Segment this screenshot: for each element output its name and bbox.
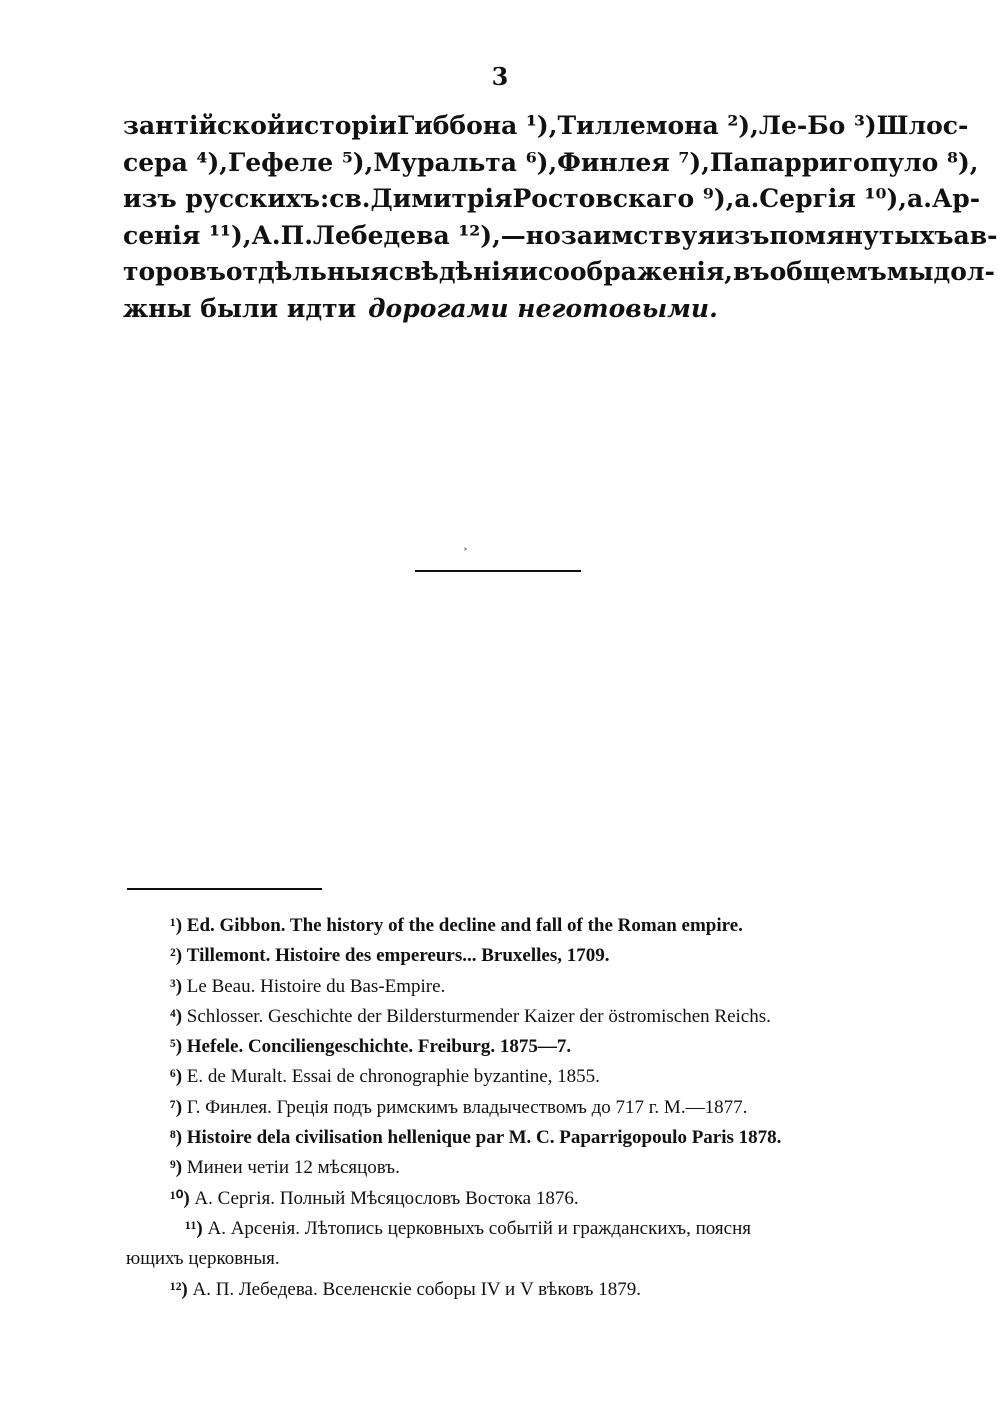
footnote-text: Histoire dela civilisation hellenique par M. C. Paparrigopoulo Paris 1878. [186, 1127, 782, 1149]
paragraph-line-5 [123, 254, 995, 291]
word: зантійской [123, 111, 286, 140]
word: изъ [715, 220, 770, 250]
word: и [519, 257, 538, 286]
footnote-4 [170, 1002, 885, 1032]
word: соображенія, [537, 257, 733, 286]
paragraph-line-6 [123, 291, 873, 328]
word: П. [280, 220, 313, 250]
footnote-8 [170, 1123, 885, 1153]
footnote-text: Hefele. Conciliengeschichte. Freiburg. 1875—7. [186, 1036, 572, 1058]
footnote-text: А. Арсенія. Лѣтопись церковныхъ событій и гражданскихъ, поясня [207, 1217, 751, 1239]
footnote-7 [170, 1093, 885, 1123]
footnote-marker: ⁶) [170, 1066, 183, 1088]
word: дол- [933, 257, 995, 286]
footnote-text: А. Сергія. Полный Мѣсяцословъ Востока 1876. [194, 1187, 579, 1209]
footnotes [126, 911, 885, 1305]
word: торовъ [123, 257, 226, 286]
footnote-12 [170, 1275, 885, 1305]
footnote-marker: ¹⁰) [170, 1187, 190, 1209]
footnote-marker: ¹) [170, 915, 183, 936]
footnote-text: Ed. Gibbon. The history of the decline and fall of the Roman empire. [186, 915, 743, 936]
footnote-11-continuation [126, 1244, 885, 1274]
footnote-marker: ⁹) [170, 1157, 183, 1179]
footnote-10 [170, 1184, 885, 1214]
footnote-6 [170, 1062, 885, 1092]
footnote-text: Г. Финлея. Греція подъ римскимъ владычествомъ до 717 г. М.—1877. [186, 1096, 748, 1118]
footnote-text: А. П. Лебедева. Вселенскіе соборы IV и V вѣковъ 1879. [192, 1278, 641, 1300]
word: Ар- [931, 184, 981, 213]
word: заимствуя [560, 220, 716, 250]
word: сера ⁴), [123, 147, 228, 177]
word: Гиббона ¹), [396, 111, 558, 140]
footnote-marker: ¹¹) [185, 1217, 203, 1239]
page-number: 3 [491, 62, 509, 91]
word: помянутыхъ [769, 220, 954, 250]
footnote-5 [170, 1032, 885, 1062]
word: изъ русскихъ: [123, 184, 330, 213]
footnote-text: Минеи четіи 12 мѣсяцовъ. [186, 1157, 400, 1179]
word: А. [251, 220, 281, 250]
footnote-text: Schlosser. Geschichte der Bildersturmender Kaizer der östromischen Reichs. [186, 1005, 771, 1027]
footnote-separator [127, 888, 322, 890]
paragraph-line-3 [123, 181, 981, 218]
word: Муральта ⁶), [373, 147, 558, 177]
footnote-marker: ⁷) [170, 1096, 183, 1118]
word: свѣдѣнія [388, 257, 520, 286]
word: а. [907, 184, 932, 213]
emphasized-text: дорогами неготовыми. [368, 293, 718, 323]
word: въ [733, 257, 770, 286]
footnote-3 [170, 972, 885, 1002]
word: Сергія ¹⁰), [759, 184, 907, 213]
footnote-text: Le Beau. Histoire du Bas-Empire. [186, 975, 446, 997]
word: Папарригопуло ⁸), [709, 147, 979, 177]
footnote-2 [170, 941, 885, 971]
word: Ле-Бо ³) [758, 111, 877, 140]
footnote-text: Tillemont. Histoire des empereurs... Bruxelles, 1709. [186, 945, 610, 967]
footnote-marker: ⁴) [170, 1005, 183, 1027]
word: Гефеле ⁵), [228, 147, 374, 177]
word: исторіи [285, 111, 397, 140]
section-divider [415, 570, 581, 572]
word: св. [329, 184, 371, 213]
word: Лебедева ¹²),—но [312, 220, 561, 250]
footnote-marker: ¹²) [170, 1278, 188, 1300]
footnote-marker: ³) [170, 975, 183, 997]
paragraph-line-1 [123, 108, 969, 145]
footnote-text: E. de Muralt. Essai de chronographie byzantine, 1855. [186, 1066, 600, 1088]
footnote-1 [170, 911, 885, 941]
word: а. [734, 184, 760, 213]
word: Димитрія [370, 184, 513, 213]
footnote-9 [170, 1153, 885, 1183]
footnote-marker: ²) [170, 945, 183, 967]
main-paragraph [123, 108, 998, 327]
word: Тиллемона ²), [557, 111, 759, 140]
plain-text: жны были идти [123, 293, 357, 323]
word: отдѣльныя [225, 257, 389, 286]
word: сенія ¹¹), [123, 220, 252, 250]
paragraph-line-4 [123, 218, 998, 255]
word: Финлея ⁷), [557, 147, 710, 177]
word: Шлос- [876, 111, 969, 140]
divider-ornament-icon: ˃ [463, 548, 468, 559]
paragraph-line-2 [123, 145, 979, 182]
word: ав- [953, 220, 998, 250]
footnote-11 [170, 1214, 885, 1244]
word: мы [886, 257, 934, 286]
footnote-marker: ⁸) [170, 1127, 183, 1149]
word: общемъ [769, 257, 887, 286]
footnote-marker: ⁵) [170, 1036, 183, 1058]
footnote-text: ющихъ церковныя. [126, 1248, 280, 1270]
word: Ростовскаго ⁹), [512, 184, 735, 213]
